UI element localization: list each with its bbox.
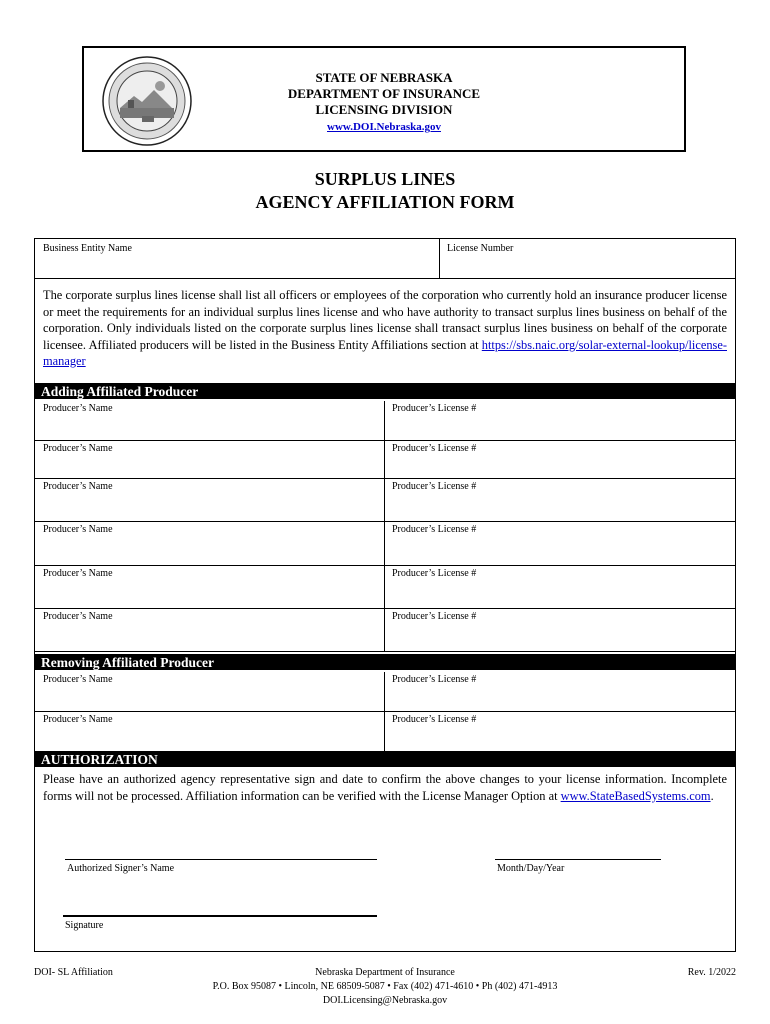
adding-row [35,479,735,522]
removing-row [35,672,735,712]
removing-producer-name-field[interactable] [35,672,385,711]
header-box [82,46,686,152]
producer-license-label: Producer’s License # [392,714,477,725]
authorization-section-header: AUTHORIZATION [35,751,735,767]
website-link[interactable]: www.DOI.Nebraska.gov [327,121,441,133]
footer-revision: Rev. 1/2022 [687,967,736,978]
producer-name-label: Producer’s Name [43,524,113,535]
producer-license-label: Producer’s License # [392,568,477,579]
business-entity-name-field[interactable] [35,239,439,278]
producer-license-label: Producer’s License # [392,611,477,622]
signer-name-line[interactable] [65,859,377,860]
entity-row-border [35,278,735,279]
adding-producer-license-field[interactable] [386,441,735,478]
division-name: LICENSING DIVISION [315,102,453,117]
adding-producer-name-field[interactable] [35,401,385,440]
removing-row [35,712,735,752]
producer-license-label: Producer’s License # [392,524,477,535]
producer-name-label: Producer’s Name [43,714,113,725]
removing-producer-license-field[interactable] [386,712,735,751]
footer-email: DOI.Licensing@Nebraska.gov [322,995,448,1006]
license-number-label: License Number [447,243,514,254]
state-seal-icon [102,56,192,146]
removing-section-header: Removing Affiliated Producer [35,654,735,670]
producer-name-label: Producer’s Name [43,674,113,685]
form-title-line2: AGENCY AFFILIATION FORM [255,192,515,212]
authorization-text-end: . [710,789,714,803]
department-name: DEPARTMENT OF INSURANCE [287,86,481,101]
date-label: Month/Day/Year [497,863,565,874]
license-manager-link[interactable]: https://sbs.naic.org/solar-external-lookup/license-manager [43,337,727,368]
intro-text: The corporate surplus lines license shall list all officers or employees of the corporation who currently hold an insurance producer license or meet the requirements for an individual surplus lines license and who have authority to transact surplus lines business on behalf of the corporation. Only individuals listed on the corporate surplus lines license shall transact surplus lines business on behalf of the corporate licensee. Affiliated producers will be listed in the Business Entity Affiliations section at [43,288,727,352]
adding-row [35,522,735,566]
adding-row [35,401,735,441]
footer-center [0,966,770,1008]
producer-name-label: Producer’s Name [43,568,113,579]
removing-producer-name-field[interactable] [35,712,385,751]
adding-section-header: Adding Affiliated Producer [35,383,735,399]
adding-producer-license-field[interactable] [386,479,735,521]
producer-name-label: Producer’s Name [43,481,113,492]
adding-row [35,441,735,479]
producer-license-label: Producer’s License # [392,403,477,414]
adding-producer-name-field[interactable] [35,566,385,608]
producer-name-label: Producer’s Name [43,443,113,454]
producer-name-label: Producer’s Name [43,403,113,414]
producer-license-label: Producer’s License # [392,674,477,685]
adding-producer-license-field[interactable] [386,522,735,565]
adding-producer-name-field[interactable] [35,441,385,478]
signer-name-label: Authorized Signer’s Name [67,863,175,874]
business-entity-name-label: Business Entity Name [43,243,132,254]
footer-address: P.O. Box 95087 • Lincoln, NE 68509-5087 • Fax (402) 471-4610 • Ph (402) 471-4913 [212,981,558,992]
form-title [0,168,770,214]
adding-producer-license-field[interactable] [386,566,735,608]
license-number-field[interactable] [440,239,735,278]
authorization-paragraph [43,771,727,805]
adding-producer-name-field[interactable] [35,609,385,651]
signature-line[interactable] [63,915,377,917]
producer-name-label: Producer’s Name [43,611,113,622]
form-title-line1: SURPLUS LINES [314,169,456,189]
state-based-systems-link[interactable]: www.StateBasedSystems.com [560,789,711,803]
footer-org: Nebraska Department of Insurance [315,967,455,978]
form-frame [34,238,736,952]
adding-row [35,566,735,609]
adding-row [35,609,735,652]
removing-producer-license-field[interactable] [386,672,735,711]
intro-paragraph [43,287,727,370]
adding-producer-name-field[interactable] [35,479,385,521]
producer-license-label: Producer’s License # [392,481,477,492]
footer-form-id: DOI- SL Affiliation [34,967,113,978]
adding-producer-license-field[interactable] [386,609,735,651]
date-line[interactable] [495,859,661,860]
producer-license-label: Producer’s License # [392,443,477,454]
adding-producer-license-field[interactable] [386,401,735,440]
state-name: STATE OF NEBRASKA [315,70,453,85]
signature-label: Signature [65,920,104,931]
adding-producer-name-field[interactable] [35,522,385,565]
authorization-text: Please have an authorized agency representative sign and date to confirm the above changes to your license information. Incomplete forms will not be processed. Affiliation information can be verified with the License Manager Option at [43,772,727,803]
